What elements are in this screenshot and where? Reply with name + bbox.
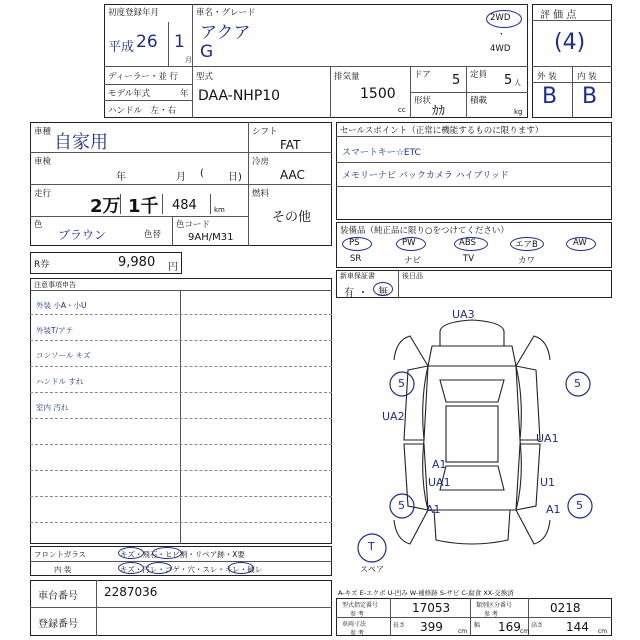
- warranty-yes: 有: [344, 288, 354, 299]
- month-unit: 月: [185, 56, 192, 64]
- interior-grade: B: [582, 84, 598, 109]
- equip-aw: AW: [573, 238, 587, 248]
- use-value: 自家用: [54, 132, 108, 153]
- ac-value: AAC: [280, 168, 305, 182]
- score-label: 評 価 点: [540, 10, 577, 21]
- registration-label: 登録番号: [38, 619, 78, 630]
- mark-5-rl: 5: [398, 499, 405, 512]
- car-name-label: 車名・グレード: [196, 8, 256, 18]
- dealer-label: ディーラー・並 行: [108, 72, 179, 82]
- mark-a1-c: A1: [432, 458, 447, 471]
- dims-label: 車両寸法: [342, 621, 367, 628]
- class-value: 0218: [550, 601, 581, 615]
- inspection-paren: (: [200, 168, 204, 179]
- mileage-unit: km: [214, 206, 225, 214]
- equip-abs: ABS: [459, 238, 476, 248]
- interior-kizu-circle: [118, 562, 144, 574]
- windshield-tobiishi-circle: [152, 547, 182, 559]
- first-reg-month: 1: [174, 32, 185, 52]
- type-label: 型式: [196, 72, 214, 82]
- mileage-sen: 1千: [128, 196, 159, 217]
- mark-5-fl: 5: [398, 377, 405, 390]
- mileage-rest: 484: [172, 198, 197, 213]
- inspection-day-unit: 日): [228, 172, 242, 183]
- note-line-5: 室内 汚れ: [36, 403, 69, 412]
- equip-sr: SR: [350, 254, 362, 264]
- color-change-label: 色替: [144, 230, 162, 240]
- drive-4wd: 4WD: [490, 44, 511, 54]
- equip-ps: PS: [349, 238, 360, 248]
- capacity-label: 定員: [470, 70, 488, 80]
- equip-kawa: カワ: [518, 256, 536, 266]
- windshield-text: キズ・飛石・ヒビ割・リペア跡・X要: [120, 550, 245, 559]
- equip-tv: TV: [463, 254, 475, 264]
- recycle-unit: 円: [168, 262, 178, 273]
- ref-label-2: 参 考: [484, 611, 498, 618]
- mark-ua1-c: UA1: [428, 476, 451, 489]
- model-year-unit: 年: [180, 89, 189, 99]
- car-name: アクア: [200, 23, 251, 43]
- recycle-value: 9,980: [118, 255, 156, 270]
- recycle-box: [30, 252, 182, 274]
- shift-value: FAT: [280, 138, 301, 152]
- mark-a1-rr: A1: [546, 503, 561, 516]
- score-value: (4): [554, 30, 586, 55]
- interior-cond-text: キズ・汚レ・コゲ・穴・スレ・キレ・破レ: [120, 565, 263, 574]
- width-unit: cm: [520, 628, 530, 635]
- height-value: 144: [566, 620, 589, 634]
- model-year-label: モデル年式: [108, 89, 151, 99]
- sales-point-1: スマートキー☆ETC: [342, 148, 421, 158]
- mark-u1: U1: [540, 476, 556, 489]
- width-value: 169: [498, 620, 521, 634]
- inspection-label: 車検: [34, 157, 52, 167]
- color-label: 色: [34, 220, 43, 230]
- color-value: ブラウン: [58, 228, 107, 242]
- doors-label: ドア: [414, 70, 431, 80]
- type-designation-value: 17053: [412, 601, 451, 615]
- notes-box: [30, 278, 332, 544]
- mileage-label: 走行: [34, 189, 52, 199]
- drive-2wd: 2WD: [490, 13, 511, 23]
- mark-t: T: [368, 540, 375, 553]
- mark-5-rr: 5: [576, 499, 583, 512]
- warranty-no: 無: [378, 287, 388, 298]
- inspection-month-unit: 月: [176, 172, 186, 183]
- class-label: 類別区分番号: [476, 602, 513, 609]
- sales-points-label: セールスポイント（正常に機能するものに限ります）: [340, 126, 544, 136]
- warranty-label: 新車保証書: [340, 272, 375, 280]
- height-unit: cm: [598, 628, 608, 635]
- equip-navi: ナビ: [404, 256, 422, 266]
- ref-label-1: 参 考: [350, 611, 364, 618]
- spare-label: スペア: [360, 565, 384, 574]
- capacity-unit: 人: [514, 79, 521, 87]
- legend-text: A-キズ E-エクボ U-凹み W-補修跡 S-サビ C-腐食 XX-交換済: [338, 589, 514, 597]
- color-code-value: 9AH/M31: [188, 232, 234, 243]
- mileage-man: 2万: [90, 196, 121, 217]
- interior-sure-circle: [228, 562, 254, 574]
- notes-label: 注意事項申告: [34, 281, 76, 289]
- windshield-kizu-circle: [118, 547, 144, 559]
- first-reg-label: 初度登録年月: [108, 8, 160, 18]
- length-label: 長さ: [393, 622, 406, 629]
- car-grade: G: [200, 42, 214, 62]
- note-line-2: 外装T/アテ: [36, 326, 74, 335]
- load-unit: kg: [514, 108, 523, 116]
- shape-value: ｶｶ: [432, 104, 445, 119]
- type-value: DAA-NHP10: [198, 88, 281, 104]
- mark-a1-rl: A1: [426, 503, 441, 516]
- doors-value: 5: [452, 73, 461, 88]
- use-label: 車種: [34, 127, 52, 137]
- color-code-label: 色コード: [176, 220, 211, 230]
- recycle-label: R券: [34, 260, 50, 270]
- ref-label-3: 参 考: [350, 630, 364, 637]
- mark-ua3: UA3: [452, 308, 475, 321]
- warranty-dot: ・: [358, 288, 368, 299]
- handle-label: ハンドル 左・右: [108, 106, 177, 116]
- inspection-year-unit: 年: [116, 172, 126, 183]
- chassis-value: 2287036: [104, 585, 158, 599]
- equip-airbag: エアB: [515, 240, 538, 250]
- exterior-label: 外 装: [537, 72, 557, 82]
- shape-label: 形状: [414, 96, 432, 106]
- ac-label: 冷房: [252, 157, 270, 167]
- interior-yogore-circle: [146, 562, 172, 574]
- type-designation-label: 型式指定番号: [342, 602, 379, 609]
- load-label: 積載: [470, 96, 488, 106]
- length-value: 399: [420, 620, 443, 634]
- height-label: 高さ: [531, 622, 544, 629]
- first-reg-year: 26: [136, 32, 158, 52]
- capacity-value: 5: [504, 73, 513, 88]
- displacement-unit: cc: [398, 106, 406, 114]
- length-unit: cm: [458, 628, 468, 635]
- fuel-value: その他: [272, 210, 312, 225]
- equip-pw: PW: [402, 238, 416, 248]
- mark-ua2: UA2: [382, 410, 405, 423]
- mark-5-fr: 5: [574, 377, 581, 390]
- width-label: 幅: [474, 622, 481, 629]
- shift-label: シフト: [252, 127, 278, 137]
- sales-point-2: メモリーナビ バックカメラ ハイブリッド: [342, 171, 509, 181]
- drive-dot: ・: [497, 30, 506, 40]
- interior-label: 内 装: [577, 72, 597, 82]
- exterior-grade: B: [542, 84, 558, 109]
- displacement-label: 排気量: [334, 72, 360, 82]
- note-line-4: ハンドル すれ: [36, 377, 84, 386]
- later-items-label: 後日品: [402, 272, 423, 280]
- displacement-value: 1500: [360, 86, 396, 102]
- equipment-label: 装備品（純正品に限り○をつけてください）: [340, 226, 509, 236]
- interior-cond-label: 内 装: [54, 565, 72, 574]
- fuel-label: 燃料: [252, 189, 270, 199]
- chassis-label: 車台番号: [38, 591, 78, 602]
- mark-ua1-r: UA1: [536, 432, 559, 445]
- era: 平成: [108, 40, 135, 55]
- note-line-3: コンソール キズ: [36, 351, 91, 360]
- note-line-1: 外装 小A・小U: [36, 301, 87, 310]
- windshield-label: フロントガラス: [34, 550, 87, 559]
